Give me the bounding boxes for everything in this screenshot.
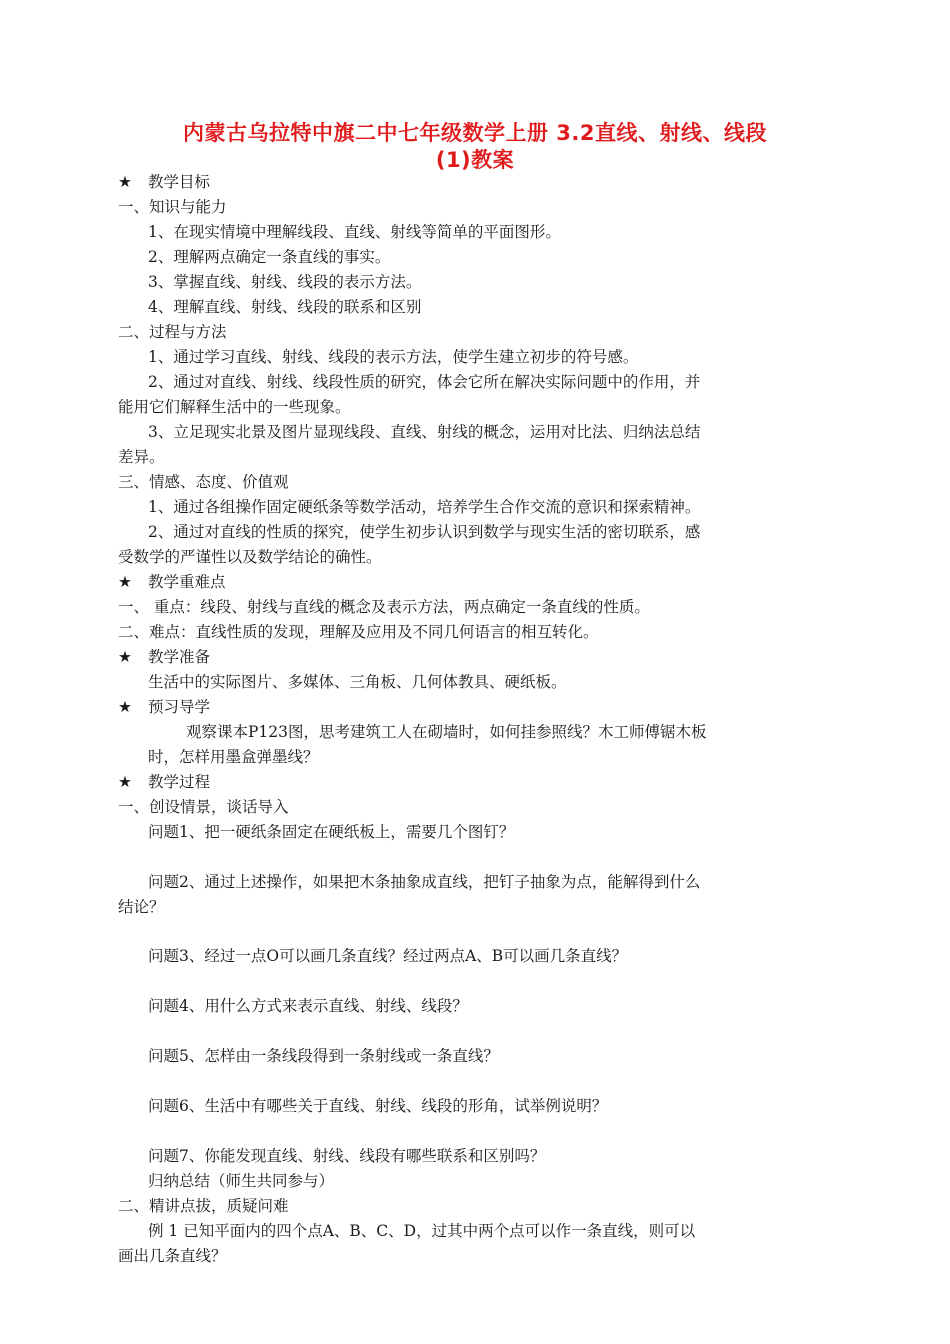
line-text: 生活中的实际图片、多媒体、三角板、几何体教具、硬纸板。 [148, 673, 567, 691]
text-line [148, 272, 421, 292]
text-line [148, 996, 468, 1016]
line-text: 1、在现实情境中理解线段、直线、射线等简单的平面图形。 [148, 223, 561, 241]
text-line [118, 197, 227, 217]
text-line [148, 1171, 334, 1191]
line-text: 2、通过对直线、射线、线段性质的研究，体会它所在解决实际问题中的作用，并 [148, 373, 701, 391]
text-line [148, 222, 561, 242]
line-text: 问题6、生活中有哪些关于直线、射线、线段的形角，试举例说明？ [148, 1097, 608, 1115]
text-line [118, 322, 227, 342]
document-title-line-1: 内蒙古乌拉特中旗二中七年级数学上册 3.2直线、射线、线段 [182, 121, 767, 145]
line-text: 一、 重点：线段、射线与直线的概念及表示方法，两点确定一条直线的性质。 [118, 598, 650, 616]
text-line [148, 1221, 695, 1241]
text-line [148, 1096, 607, 1116]
line-text: 4、理解直线、射线、线段的联系和区别 [148, 298, 422, 316]
star-bullet-icon: ★ [118, 173, 132, 191]
text-line [148, 822, 514, 842]
line-text: 差异。 [118, 448, 165, 466]
line-text: 3、掌握直线、射线、线段的表示方法。 [148, 273, 422, 291]
line-text: 结论？ [118, 898, 165, 916]
line-text: 3、立足现实北景及图片显现线段、直线、射线的概念，运用对比法、归纳法总结 [148, 423, 701, 441]
text-line [118, 622, 599, 642]
text-line [148, 247, 390, 267]
text-line [148, 297, 421, 317]
text-line [148, 347, 638, 367]
text-line [148, 522, 700, 542]
text-line [118, 797, 289, 817]
text-line [186, 722, 707, 742]
line-text: 能用它们解释生活中的一些现象。 [118, 398, 351, 416]
star-bullet-icon: ★ [118, 698, 132, 716]
line-text: 问题5、怎样由一条线段得到一条射线或一条直线？ [148, 1047, 499, 1065]
line-text: 1、通过各组操作固定硬纸条等数学活动，培养学生合作交流的意识和探索精神。 [148, 498, 701, 516]
text-line [118, 397, 351, 417]
line-text: 预习导学 [148, 698, 211, 716]
line-text: 受数学的严谨性以及数学结论的确性。 [118, 548, 382, 566]
line-text: 一、创设情景，谈话导入 [118, 798, 289, 816]
line-text: 1、通过学习直线、射线、线段的表示方法，使学生建立初步的符号感。 [148, 348, 639, 366]
text-line [148, 372, 700, 392]
star-bullet-icon: ★ [118, 573, 132, 591]
line-text: 二、精讲点拔，质疑问难 [118, 1197, 289, 1215]
document-title-line-2: (1)教案 [435, 148, 515, 172]
line-text: 画出几条直线？ [118, 1247, 227, 1265]
line-text: 归纳总结（师生共同参与） [148, 1172, 335, 1190]
line-text: 观察课本P123图，思考建筑工人在砌墙时，如何挂参照线？木工师傅锯木板 [186, 723, 707, 741]
line-text: 问题4、用什么方式来表示直线、射线、线段？ [148, 997, 468, 1015]
line-text: 教学目标 [148, 173, 211, 191]
line-text: 时，怎样用墨盒弹墨线？ [148, 748, 319, 766]
line-text: 教学重难点 [148, 573, 226, 591]
text-line [118, 897, 165, 917]
text-line [148, 497, 700, 517]
line-text: 例 1 已知平面内的四个点A、B、C、D，过其中两个点可以作一条直线，则可以 [148, 1222, 696, 1240]
section-heading [118, 172, 210, 192]
text-line [118, 472, 289, 492]
line-text: 问题3、经过一点O可以画几条直线？经过两点A、B可以画几条直线？ [148, 947, 628, 965]
text-line [118, 547, 382, 567]
line-text: 问题2、通过上述操作，如果把木条抽象成直线，把钉子抽象为点，能解得到什么 [148, 873, 701, 891]
section-heading [118, 572, 226, 592]
line-text: 二、过程与方法 [118, 323, 227, 341]
text-line [148, 1146, 545, 1166]
line-text: 二、难点：直线性质的发现，理解及应用及不同几何语言的相互转化。 [118, 623, 599, 641]
line-text: 问题7、你能发现直线、射线、线段有哪些联系和区别吗？ [148, 1147, 546, 1165]
text-line [118, 1246, 227, 1266]
star-bullet-icon: ★ [118, 773, 132, 791]
line-text: 教学准备 [148, 648, 211, 666]
line-text: 三、情感、态度、价值观 [118, 473, 289, 491]
text-line [118, 447, 165, 467]
text-line [148, 1046, 499, 1066]
text-line [118, 1196, 289, 1216]
star-bullet-icon: ★ [118, 648, 132, 666]
section-heading [118, 647, 210, 667]
line-text: 一、知识与能力 [118, 198, 227, 216]
line-text: 2、理解两点确定一条直线的事实。 [148, 248, 391, 266]
line-text: 问题1、把一硬纸条固定在硬纸板上，需要几个图钉？ [148, 823, 515, 841]
line-text: 教学过程 [148, 773, 211, 791]
section-heading [118, 772, 210, 792]
text-line [148, 747, 319, 767]
text-line [148, 946, 627, 966]
text-line [148, 422, 700, 442]
text-line [148, 672, 567, 692]
line-text: 2、通过对直线的性质的探究，使学生初步认识到数学与现实生活的密切联系，感 [148, 523, 701, 541]
section-heading [118, 697, 210, 717]
text-line [118, 597, 650, 617]
text-line [148, 872, 700, 892]
